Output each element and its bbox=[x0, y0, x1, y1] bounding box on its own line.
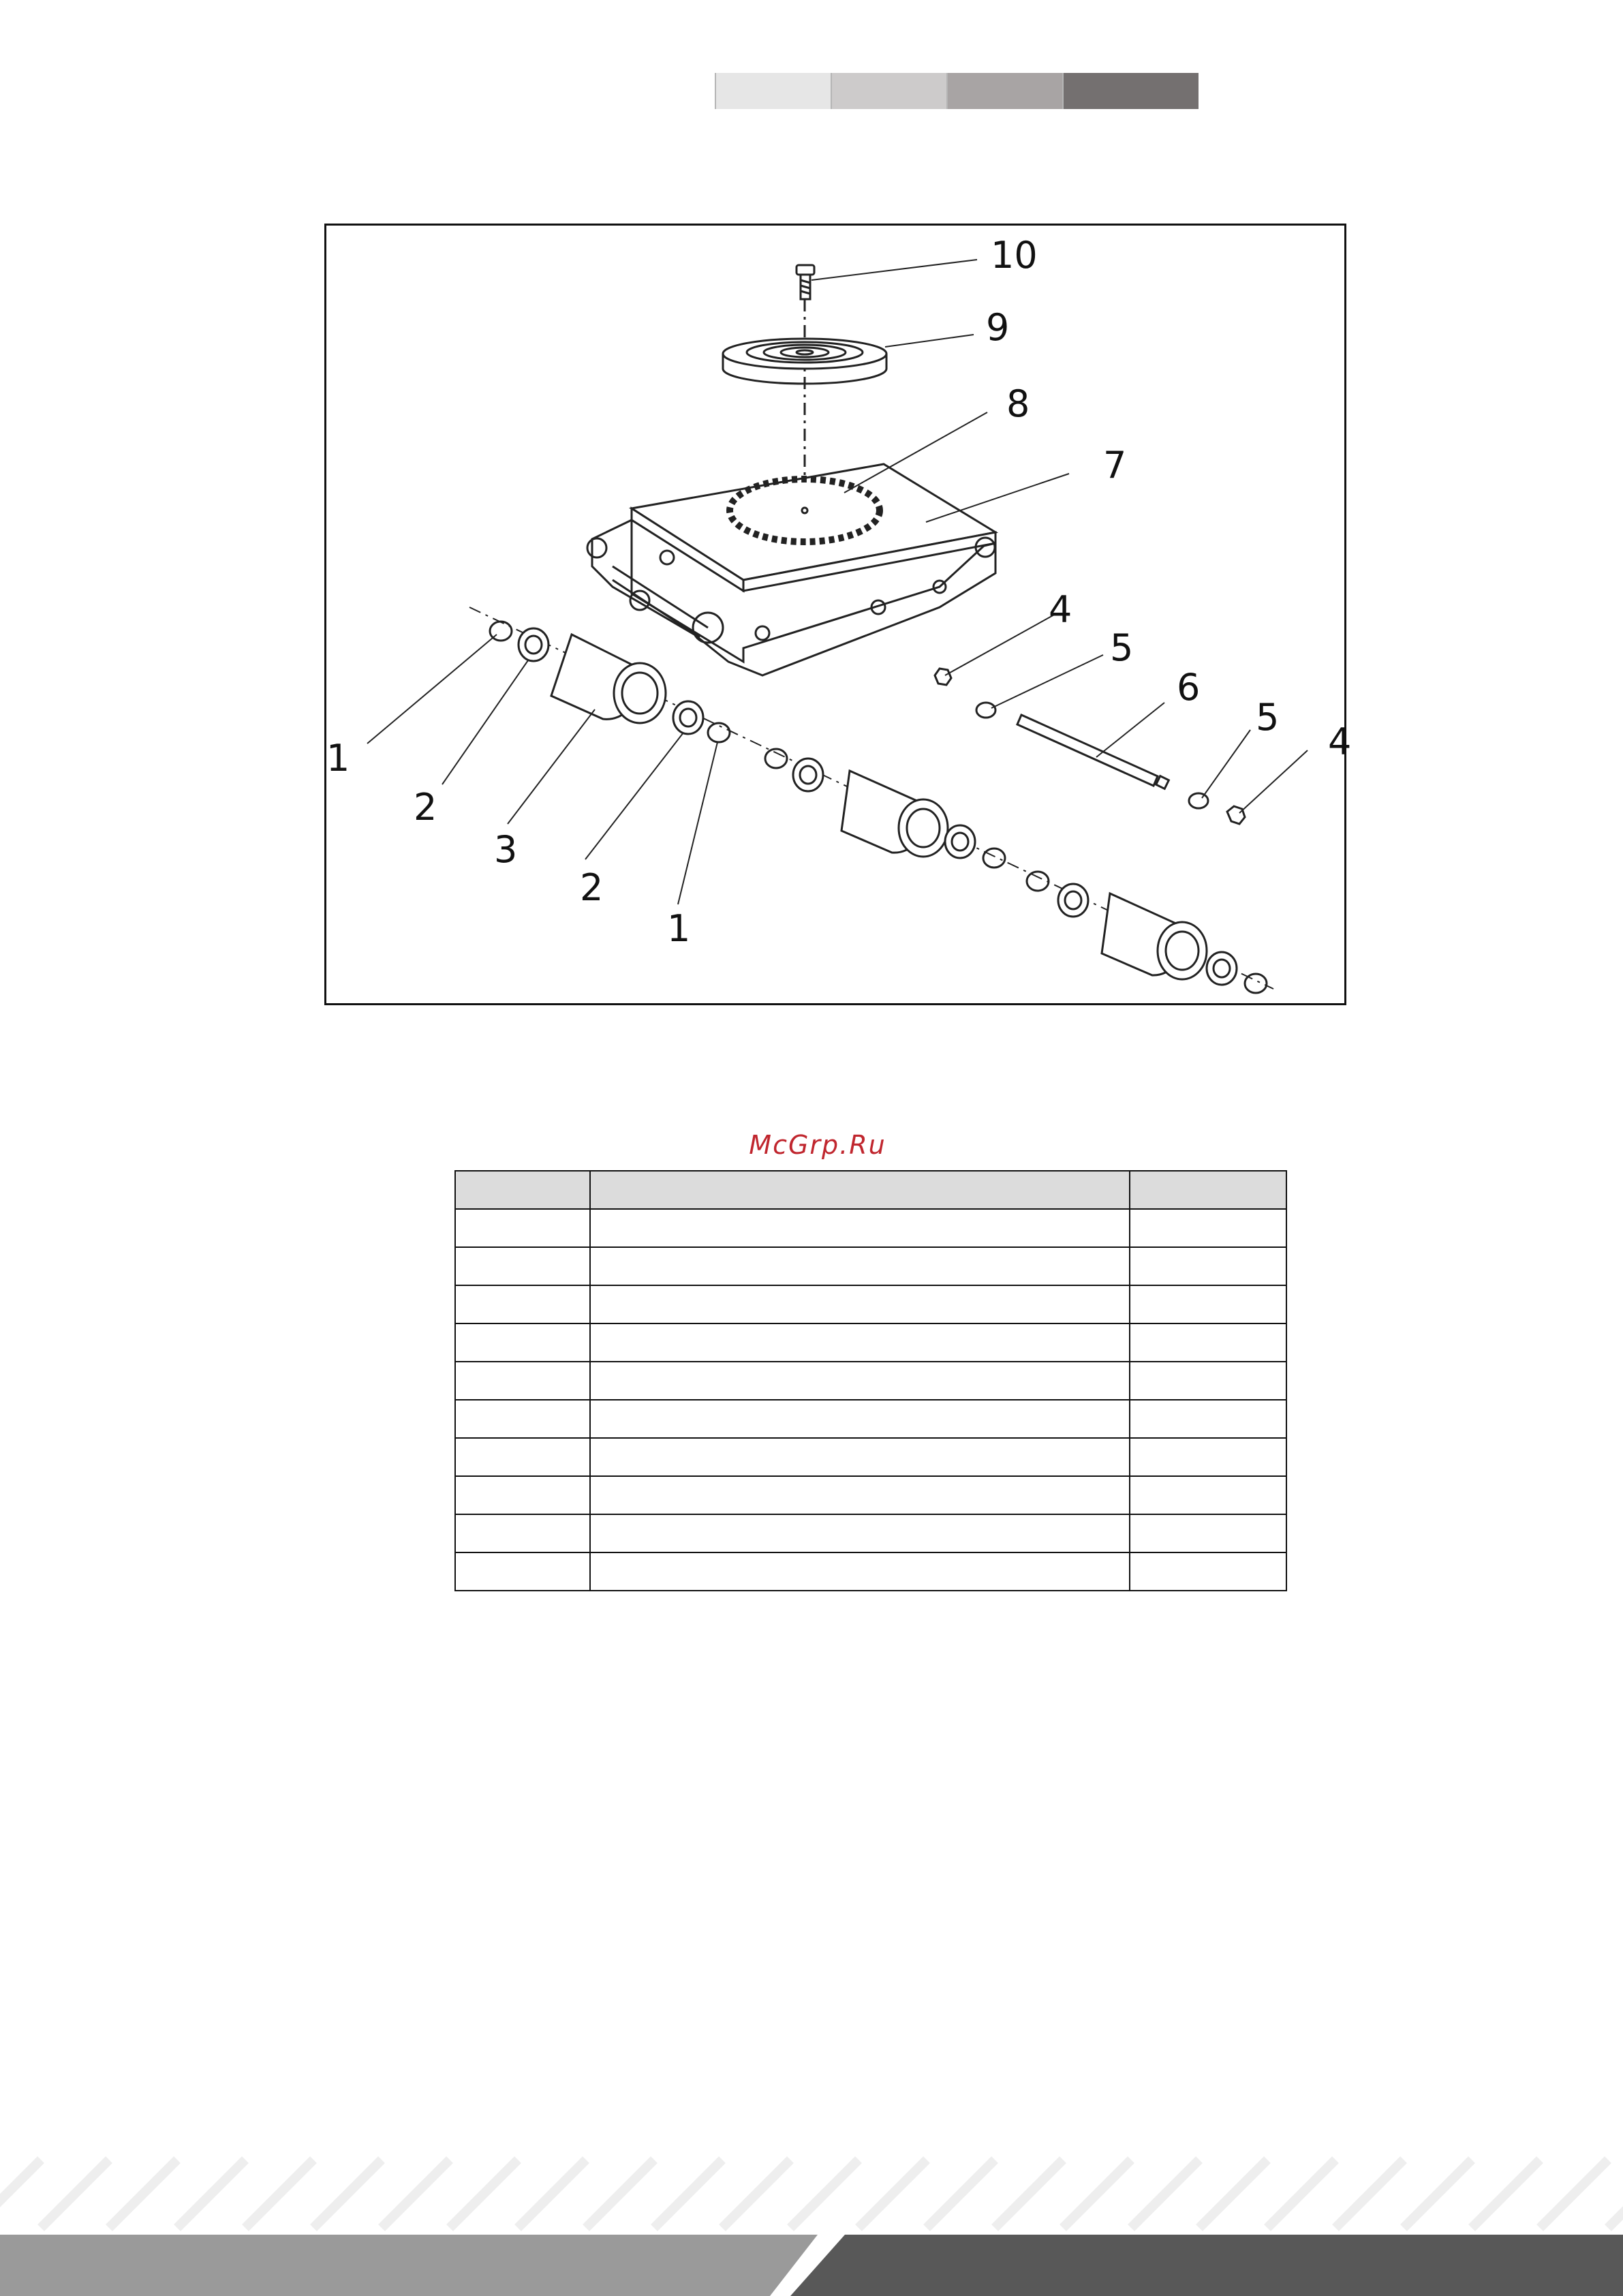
callout-5a: 5 bbox=[1110, 626, 1134, 669]
table-cell bbox=[1130, 1323, 1286, 1362]
table-cell bbox=[1130, 1438, 1286, 1476]
callout-8: 8 bbox=[1006, 382, 1030, 425]
table-header-row bbox=[455, 1171, 1286, 1209]
footer-dark-band bbox=[790, 2235, 1623, 2296]
table-row bbox=[455, 1476, 1286, 1514]
table-cell bbox=[455, 1209, 590, 1247]
callout-1b: 1 bbox=[667, 907, 691, 950]
table-cell bbox=[590, 1209, 1130, 1247]
column-header-name bbox=[590, 1171, 1130, 1209]
callout-4a: 4 bbox=[1049, 588, 1072, 631]
footer-graphic bbox=[0, 2160, 1623, 2296]
callout-4b: 4 bbox=[1328, 720, 1352, 763]
table-row bbox=[455, 1400, 1286, 1438]
table-cell bbox=[590, 1514, 1130, 1552]
table-row bbox=[455, 1285, 1286, 1323]
parts-list-table bbox=[454, 1170, 1287, 1591]
table-cell bbox=[590, 1247, 1130, 1285]
callout-2b: 2 bbox=[580, 866, 604, 909]
table-cell bbox=[590, 1285, 1130, 1323]
callout-1a: 1 bbox=[326, 737, 350, 780]
table-cell bbox=[590, 1400, 1130, 1438]
roller-set-middle bbox=[765, 749, 1005, 868]
footer-light-band bbox=[0, 2235, 818, 2296]
table-cell bbox=[455, 1476, 590, 1514]
table-cell bbox=[590, 1476, 1130, 1514]
callout-9: 9 bbox=[986, 306, 1010, 349]
color-swatch-bar bbox=[715, 73, 1199, 109]
table-cell bbox=[1130, 1247, 1286, 1285]
table-cell bbox=[590, 1552, 1130, 1591]
table-cell bbox=[455, 1247, 590, 1285]
callout-5b: 5 bbox=[1256, 696, 1280, 739]
column-header-number bbox=[455, 1171, 590, 1209]
table-cell bbox=[1130, 1514, 1286, 1552]
table-cell bbox=[455, 1552, 590, 1591]
table-cell bbox=[590, 1438, 1130, 1476]
table-row bbox=[455, 1247, 1286, 1285]
callout-6: 6 bbox=[1177, 666, 1201, 709]
table-cell bbox=[455, 1514, 590, 1552]
swatch-dark bbox=[1062, 73, 1199, 109]
table-cell bbox=[1130, 1362, 1286, 1400]
table-row bbox=[455, 1362, 1286, 1400]
table-cell bbox=[1130, 1552, 1286, 1591]
table-cell bbox=[1130, 1285, 1286, 1323]
table-cell bbox=[455, 1400, 590, 1438]
table-row bbox=[455, 1209, 1286, 1247]
callout-2a: 2 bbox=[414, 786, 437, 829]
table-cell bbox=[1130, 1400, 1286, 1438]
table-cell bbox=[1130, 1209, 1286, 1247]
roller-set-right bbox=[1027, 872, 1267, 993]
table-cell bbox=[455, 1438, 590, 1476]
swatch-mid-light bbox=[831, 73, 946, 109]
table-cell bbox=[455, 1362, 590, 1400]
table-cell bbox=[590, 1323, 1130, 1362]
table-cell bbox=[455, 1285, 590, 1323]
table-cell bbox=[590, 1362, 1130, 1400]
table-cell bbox=[1130, 1476, 1286, 1514]
callout-3: 3 bbox=[494, 828, 518, 871]
bolt-part bbox=[797, 265, 814, 299]
swatch-mid-dark bbox=[946, 73, 1062, 109]
exploded-view-figure bbox=[324, 224, 1352, 1005]
table-row bbox=[455, 1323, 1286, 1362]
table-row bbox=[455, 1552, 1286, 1591]
watermark-text: McGrp.Ru bbox=[749, 1130, 886, 1160]
table-row bbox=[455, 1514, 1286, 1552]
roller-set-left bbox=[490, 622, 730, 742]
table-cell bbox=[455, 1323, 590, 1362]
callout-7: 7 bbox=[1103, 444, 1127, 487]
column-header-qty bbox=[1130, 1171, 1286, 1209]
page-footer-band bbox=[0, 2160, 1623, 2296]
base-plate-part bbox=[587, 464, 995, 675]
swatch-light bbox=[715, 73, 831, 109]
table-row bbox=[455, 1438, 1286, 1476]
exploded-parts-diagram bbox=[326, 226, 1352, 1003]
callout-10: 10 bbox=[991, 234, 1038, 277]
